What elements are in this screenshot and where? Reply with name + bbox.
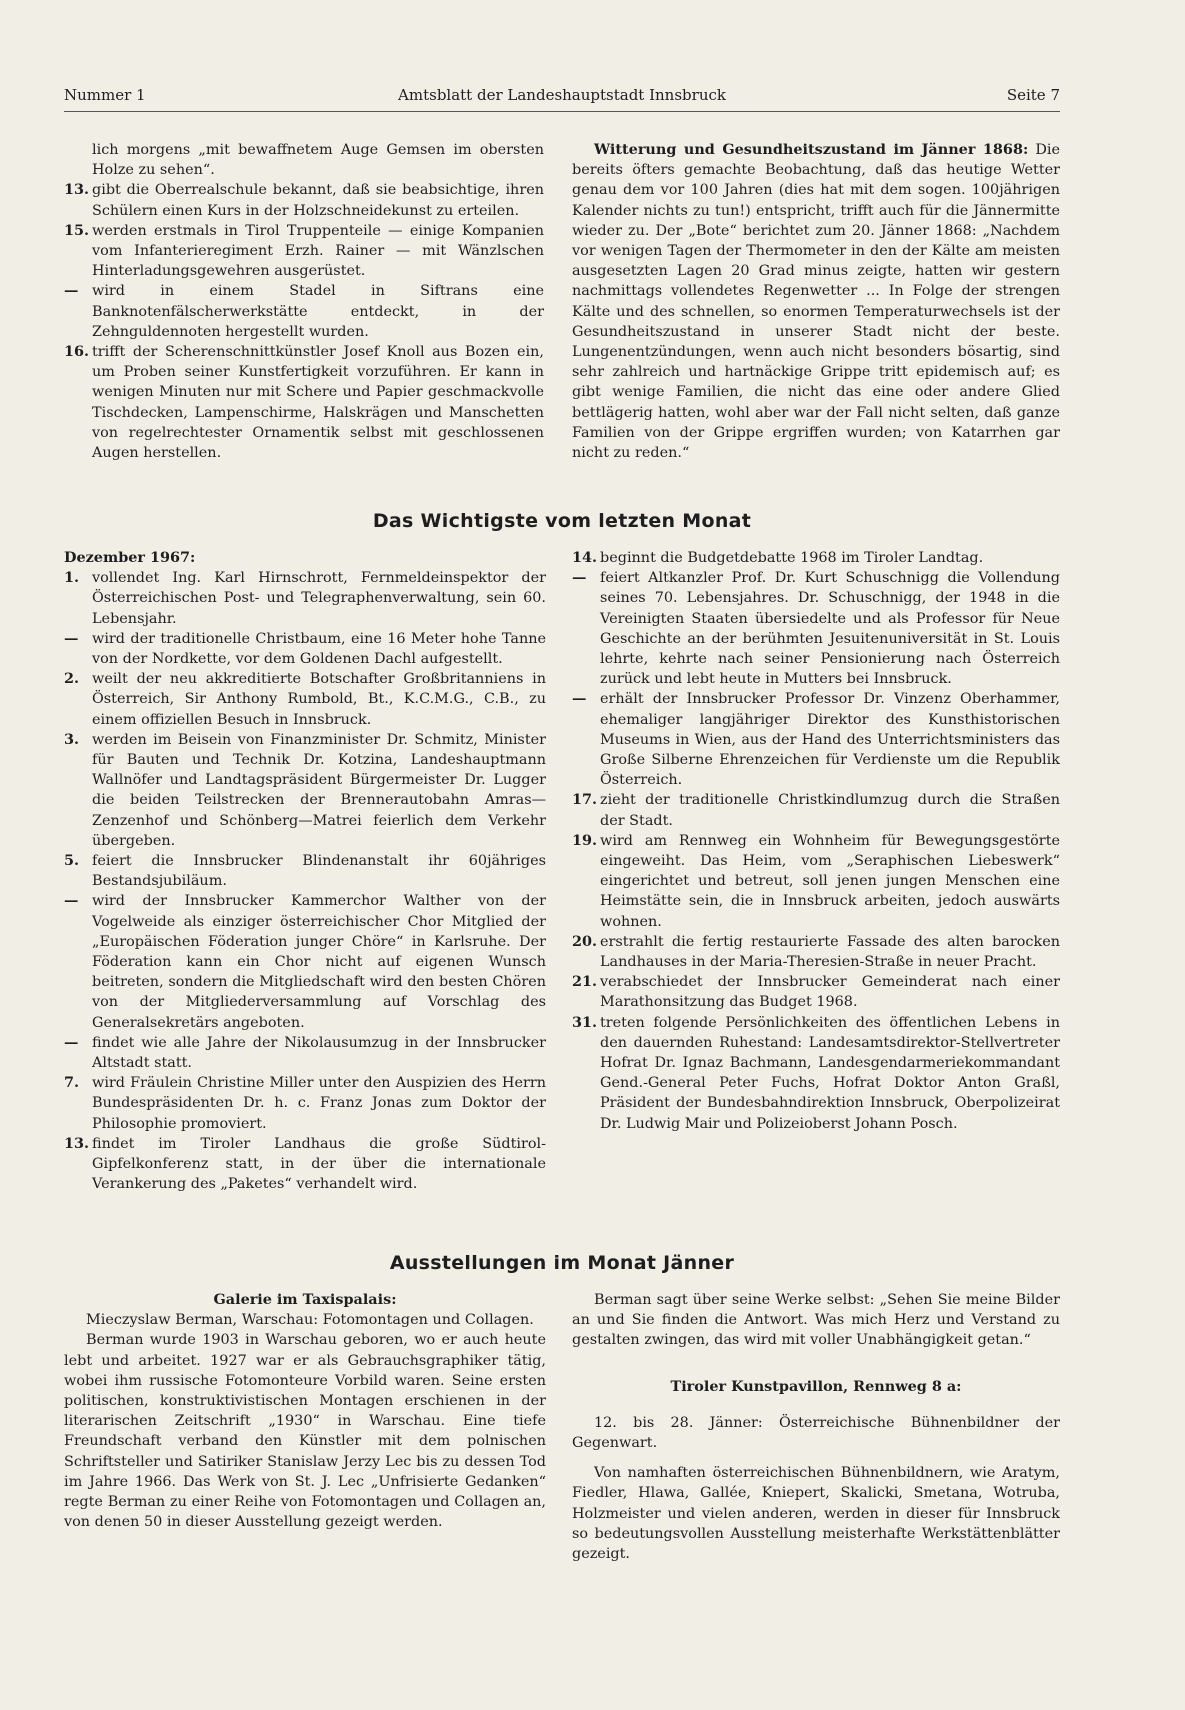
exhibitions-right-column: [572, 1290, 1060, 1564]
entry: 2. weilt der neu akkreditierte Botschafter Großbritanniens in Österreich, Sir Anthony Rumbold, Bt., K.C.M.G., C.B., zu einem offiziellen Besuch in Innsbruck.: [64, 670, 546, 728]
entry: 19. wird am Rennweg ein Wohnheim für Bewegungsgestörte eingeweiht. Das Heim, vom „Seraphischen Liebeswerk“ eingerichtet und betreut, soll jenen jungen Menschen eine Heimstätte sein, die in Innsbruck arbeiten, jedoch auswärts wohnen.: [572, 831, 1060, 930]
entry: — wird der traditionelle Christbaum, eine 16 Meter hohe Tanne von der Nordkette, vor dem Goldenen Dachl aufgestellt.: [64, 629, 546, 668]
entry: 7. wird Fräulein Christine Miller unter den Auspizien des Herrn Bundespräsidenten Dr. h. c. Franz Jonas zum Doktor der Philosophie promoviert.: [64, 1074, 546, 1132]
berman-quote: Berman sagt über seine Werke selbst: „Sehen Sie meine Bilder an und Sie finden die Antwort. Was mich Herz und Verstand zu gestalten zwingen, das wird mit voller Unabhängigkeit getan.“: [572, 1292, 1060, 1349]
entry: 5. feiert die Innsbrucker Blindenanstalt ihr 60jähriges Bestandsjubiläum.: [64, 852, 546, 890]
entry: — wird der Innsbrucker Kammerchor Walther von der Vogelweide als einziger österreichischer Chor Mitglied der „Europäischen Föderation junger Chöre“ in Karlsruhe. Der Föderation kann ein Chor nicht auf eigenen Wunsch beitreten, sondern die Mitgliedschaft wird den besten Chören von der Mitgliederversammlung auf Vorschlag des Generalsekretärs angeboten.: [64, 892, 546, 1031]
weather-text: Die bereits öfters gemachte Beobachtung, daß das heutige Wetter genau dem vor 100 Jahren (dies hat mit dem sogen. 100jährigen Kalender nichts zu tun!) entspricht, trifft auch für die Jännermitte wieder zu. Der „Bote“ berichtet zum 20. Jänner 1868: „Nachdem vor wenigen Tagen der Thermometer in den der Kälte am meisten ausgesetzten Lagen 20 Grad minus zeigte, hatten wir gestern nachmittags vollendetes Regenwetter ... In Folge der strengen Kälte und des schnellen, so enormen Temperaturwechsels ist der Gesundheitszustand in unserer Stadt nicht der beste. Lungenentzündungen, wenn auch nicht besonders bösartig, sind sehr zahlreich und hartnäckige Grippe tritt epidemisch auf; es gibt wenige Familien, die nicht das eine oder andere Glied bettlägerig hatten, wohl aber war der Fall nicht selten, daß ganze Familien von der Grippe ergriffen wurden; von Katarrhen gar nicht zu reden.“: [572, 142, 1061, 462]
entry: 15. werden erstmals in Tirol Truppenteile — einige Kompanien vom Infanterieregiment Erzh. Rainer — mit Wänzlschen Hinterladungsgewehren ausgerüstet.: [64, 221, 544, 280]
weather-column: [572, 140, 1060, 463]
entry: 31. treten folgende Persönlichkeiten des öffentlichen Lebens in den dauernden Ruhestand: Landesamtsdirektor-Stellvertreter Hofrat Dr. Ignaz Bachmann, Landesgendarmeriekommandant Gend.-General Peter Fuchs, Hofrat Doktor Anton Graßl, Präsident der Bundesbahndirektion Innsbruck, Oberpolizeirat Dr. Ludwig Mair und Polizeioberst Johann Posch.: [572, 1013, 1060, 1132]
entry: 13. findet im Tiroler Landhaus die große Südtirol-Gipfelkonferenz statt, in der über die internationale Verankerung des „Paketes“ verhandelt wird.: [64, 1134, 546, 1193]
exhibitions-left-column: [64, 1290, 546, 1532]
exhibition-paragraph: Von namhaften österreichischen Bühnenbildnern, wie Aratym, Fiedler, Hlawa, Gallée, Kniepert, Skalicki, Smetana, Wotruba, Holzmeister und vielen anderen, werden in dieser für Innsbruck so bedeutungsvollen Ausstellung meisterhafte Werkstättenblätter gezeigt.: [572, 1465, 1060, 1563]
issue-number: Nummer 1: [64, 86, 146, 104]
page-header: [64, 86, 1060, 110]
december-right-column: [572, 548, 1060, 1134]
entry: 13. gibt die Oberrealschule bekannt, daß sie beabsichtige, ihren Schülern einen Kurs in der Holzschneidekunst zu erteilen.: [64, 181, 544, 219]
entry: 20. erstrahlt die fertig restaurierte Fassade des alten barocken Landhauses in der Maria-Theresien-Straße in neuer Pracht.: [572, 932, 1060, 971]
exhibition-paragraph: 12. bis 28. Jänner: Österreichische Bühnenbildner der Gegenwart.: [572, 1414, 1060, 1452]
entry: — erhält der Innsbrucker Professor Dr. Vinzenz Oberhammer, ehemaliger langjähriger Direktor des Kunsthistorischen Museums in Wien, aus der Hand des Unterrichtsministers das Große Silberne Ehrenzeichen für Verdienste um die Republik Österreich.: [572, 690, 1060, 789]
entry: — feiert Altkanzler Prof. Dr. Kurt Schuschnigg die Vollendung seines 70. Lebensjahres. Dr. Schuschnigg, der 1948 in die Vereinigten Staaten übersiedelte und als Professor für Neue Geschichte an der berühmten Jesuitenuniversität in St. Louis lehrte, kehrte nach seiner Pensionierung nach Österreich zurück und lebt heute in Mutters bei Innsbruck.: [572, 569, 1060, 688]
entry: 16. trifft der Scherenschnittkünstler Josef Knoll aus Bozen ein, um Proben seiner Kunstfertigkeit vorzuführen. Er kann in wenigen Minuten nur mit Schere und Papier geschmackvolle Tischdecken, Lampenschirme, Halskrägen und Manschetten von regelrechtester Ornamentik selbst mit geschlossenen Augen herstellen.: [64, 343, 544, 462]
entry: — findet wie alle Jahre der Nikolausumzug in der Innsbrucker Altstadt statt.: [64, 1033, 546, 1072]
page-number: Seite 7: [1006, 86, 1060, 104]
month-heading: Dezember 1967:: [64, 549, 196, 566]
entry-continued: lich morgens „mit bewaffnetem Auge Gemsen im obersten Holze zu sehen“.: [92, 142, 544, 179]
exhibition-paragraph: Mieczyslaw Berman, Warschau: Fotomontagen und Collagen.: [86, 1312, 534, 1329]
entry: 3. werden im Beisein von Finanzminister Dr. Schmitz, Minister für Bauten und Technik Dr. Kotzina, Landeshauptmann Wallnöfer und Landtagspräsident Bürgermeister Dr. Lugger die beiden Teilstrecken der Brennerautobahn Amras—Zenzenhof und Schönberg—Matrei feierlich dem Verkehr übergeben.: [64, 730, 546, 849]
publication-title: Amtsblatt der Landeshauptstadt Innsbruck: [398, 86, 726, 104]
section-title-monthly-review: Das Wichtigste vom letzten Monat: [372, 510, 752, 532]
entry: 14. beginnt die Budgetdebatte 1968 im Tiroler Landtag.: [572, 549, 984, 566]
weather-paragraph: [572, 140, 1060, 463]
entry: 1. vollendet Ing. Karl Hirnschrott, Fernmeldeinspektor der Österreichischen Post- und Telegraphenverwaltung, sein 60. Lebensjahr.: [64, 569, 546, 627]
section-title-exhibitions: Ausstellungen im Monat Jänner: [389, 1252, 735, 1274]
entry: 17. zieht der traditionelle Christkindlumzug durch die Straßen der Stadt.: [572, 791, 1060, 829]
entry: — wird in einem Stadel in Siftrans eine Banknotenfälscherwerkstätte entdeckt, in der Zehnguldennoten hergestellt wurden.: [64, 282, 544, 340]
entry: 21. verabschiedet der Innsbrucker Gemeinderat nach einer Marathonsitzung das Budget 1968.: [572, 973, 1060, 1011]
top-left-column: [64, 140, 544, 463]
december-left-column: [64, 548, 546, 1195]
weather-heading: Witterung und Gesundheitszustand im Jänner 1868:: [594, 141, 1029, 158]
pavilion-heading: Tiroler Kunstpavillon, Rennweg 8 a:: [670, 1377, 962, 1395]
exhibition-paragraph: Berman wurde 1903 in Warschau geboren, wo er auch heute lebt und arbeitet. 1927 war er als Gebrauchsgraphiker tätig, wobei ihm russische Fotomonteure Vorbild waren. Seine ersten politischen, konstruktivistischen Montagen erschienen in der literarischen Zeitschrift „1930“ in Warschau. Eine tiefe Freundschaft verband den Künstler mit dem polnischen Schriftsteller und Satiriker Stanislaw Jerzy Lec bis zu dessen Tod im Jahre 1966. Das Werk von St. J. Lec „Unfrisierte Gedanken“ regte Berman zu einer Reihe von Fotomontagen und Collagen an, von denen 50 in dieser Ausstellung gezeigt werden.: [64, 1332, 546, 1531]
gallery-heading: Galerie im Taxispalais:: [213, 1291, 397, 1308]
header-rule: [64, 111, 1060, 112]
